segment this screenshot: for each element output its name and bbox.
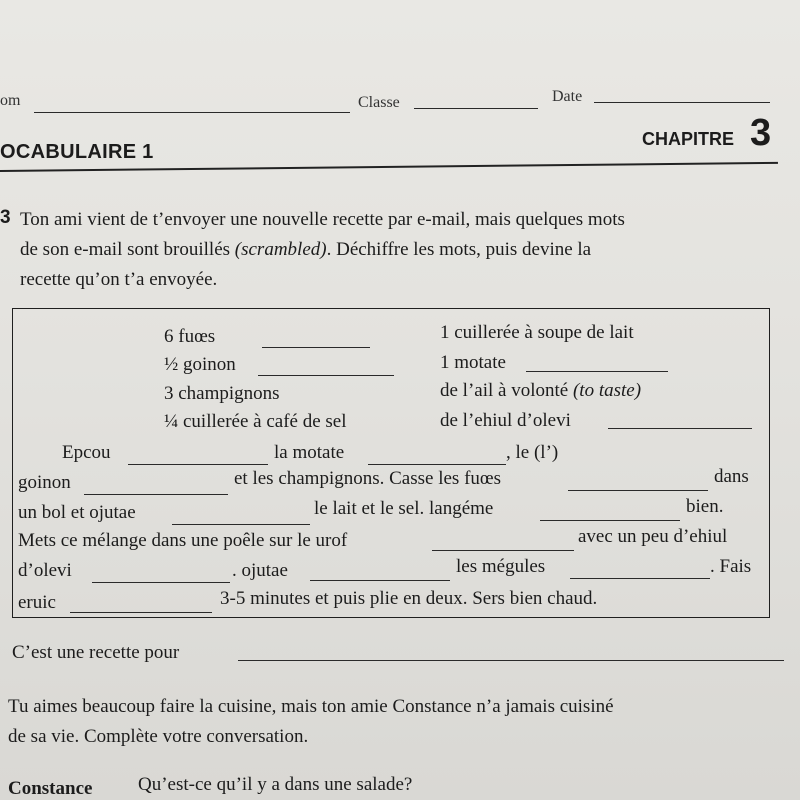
step-3-word-a: un bol et ojutae [18, 502, 136, 523]
step-1-word-c: , le (l’) [506, 442, 559, 463]
answer-line-step-3b[interactable] [540, 520, 680, 521]
classe-line[interactable] [414, 108, 538, 109]
step-3-word-b: le lait et le sel. langéme [314, 498, 494, 519]
next-instruction-line-2: de sa vie. Complète votre conversation. [8, 726, 309, 747]
step-2-word-a: goinon [18, 472, 71, 493]
recipe-box [12, 308, 770, 618]
step-6-word-a: eruic [18, 592, 56, 613]
answer-line-step-2b[interactable] [568, 490, 708, 491]
nom-line[interactable] [34, 112, 350, 113]
answer-line-step-3a[interactable] [172, 524, 310, 525]
chapter-label: CHAPITRE [642, 129, 735, 149]
step-6-word-b: 3-5 minutes et puis plie en deux. Sers bien chaud. [220, 588, 598, 609]
step-1-word-a: Epcou [62, 442, 111, 463]
step-5-word-d: . Fais [710, 556, 752, 577]
step-5-word-a: d’olevi [18, 560, 72, 581]
answer-line-step-1a[interactable] [128, 464, 268, 465]
instruction-line-1: Ton ami vient de t’envoyer une nouvelle recette par e-mail, mais quelques mots [20, 209, 625, 230]
instruction-line-3: recette qu’on t’a envoyée. [20, 269, 218, 290]
step-1-word-b: la motate [274, 442, 345, 463]
ingredient-2: ½ goinon [164, 354, 236, 375]
ingredient-7: de l’ail à volonté (to taste) [440, 380, 642, 401]
ingredient-5: 1 cuillerée à soupe de lait [440, 322, 634, 343]
speaker-line: Qu’est-ce qu’il y a dans une salade? [138, 774, 413, 795]
recipe-question-label: C’est une recette pour [12, 642, 180, 663]
ingredient-4: ¼ cuillerée à café de sel [164, 411, 347, 432]
instruction-line-2: de son e-mail sont brouillés (scrambled). Déchiffre les mots, puis devine la [20, 239, 592, 260]
ingredient-1: 6 fuœs [164, 326, 216, 347]
ingredient-3: 3 champignons [164, 383, 280, 404]
answer-line-ingredient-6[interactable] [526, 371, 668, 372]
speaker-name: Constance [8, 778, 93, 799]
chapter-number: 3 [750, 112, 772, 154]
answer-line-step-6a[interactable] [70, 612, 212, 613]
answer-line-step-4a[interactable] [432, 550, 574, 551]
step-4-word-a: Mets ce mélange dans une poêle sur le urof [18, 530, 348, 551]
answer-line-step-5c[interactable] [570, 578, 710, 579]
answer-line-step-5b[interactable] [310, 580, 450, 581]
answer-line-ingredient-8[interactable] [608, 428, 752, 429]
nom-label: om [0, 92, 21, 109]
recipe-answer-line[interactable] [238, 660, 784, 661]
answer-line-step-2a[interactable] [84, 494, 228, 495]
step-5-word-c: les mégules [456, 556, 546, 577]
step-3-word-c: bien. [686, 496, 724, 517]
date-line[interactable] [594, 102, 770, 103]
step-4-word-b: avec un peu d’ehiul [578, 526, 728, 547]
classe-label: Classe [358, 94, 400, 111]
exercise-number: 3 [0, 207, 11, 228]
date-label: Date [552, 88, 583, 105]
next-instruction-line-1: Tu aimes beaucoup faire la cuisine, mais ton amie Constance n’a jamais cuisiné [8, 696, 614, 717]
answer-line-step-1b[interactable] [368, 464, 506, 465]
section-title: OCABULAIRE 1 [0, 141, 154, 163]
ingredient-6: 1 motate [440, 352, 506, 373]
step-2-word-b: et les champignons. Casse les fuœs [234, 468, 502, 489]
answer-line-step-5a[interactable] [92, 582, 230, 583]
step-5-word-b: . ojutae [232, 560, 288, 581]
step-2-word-c: dans [714, 466, 749, 487]
answer-line-ingredient-2[interactable] [258, 375, 394, 376]
answer-line-ingredient-1[interactable] [262, 347, 370, 348]
ingredient-8: de l’ehiul d’olevi [440, 410, 571, 431]
